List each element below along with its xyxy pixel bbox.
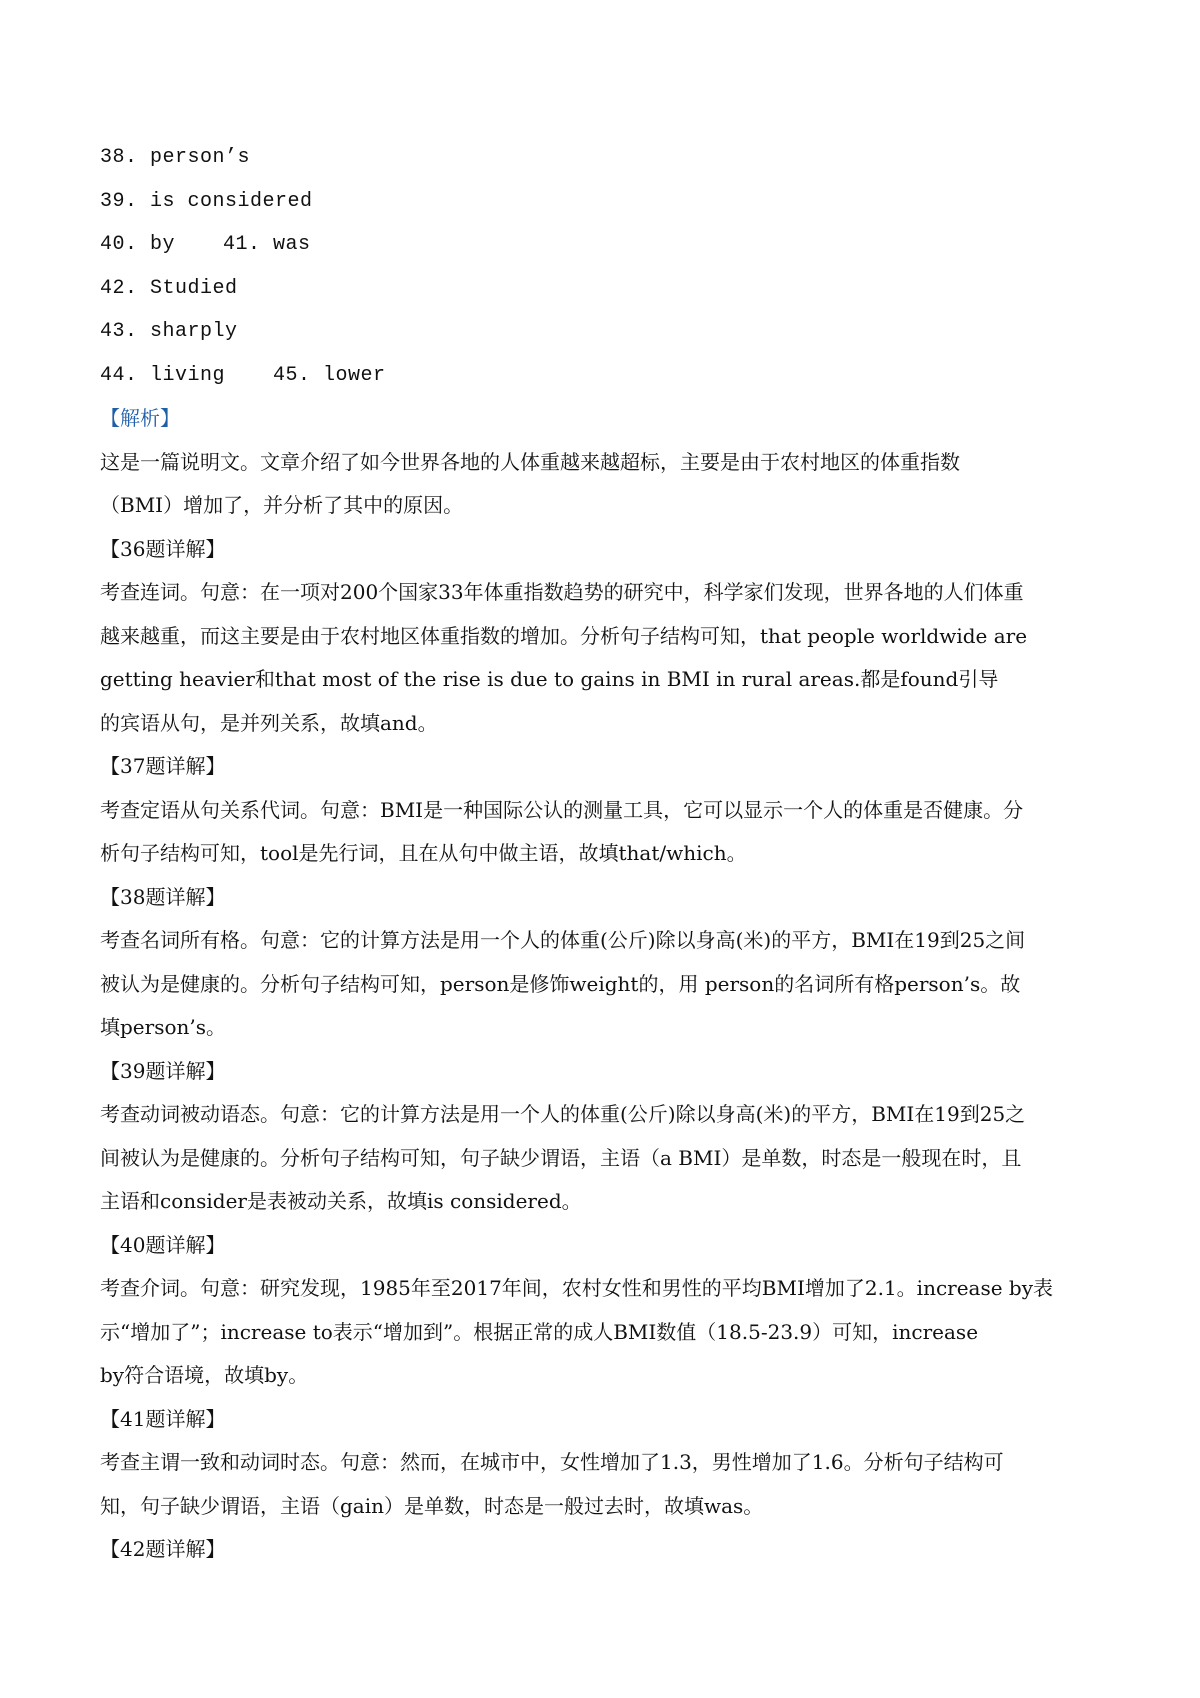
answer-line [100, 267, 1120, 311]
paragraph-line: by符合语境，故填by。 [100, 1363, 309, 1387]
paragraph-line: 考查介词。句意：研究发现，1985年至2017年间，农村女性和男性的平均BMI增加了2.1。increase by表 [100, 1276, 1054, 1300]
section-heading: 【40题详解】 [100, 1232, 226, 1257]
paragraph-line: 越来越重，而这主要是由于农村地区体重指数的增加。分析句子结构可知，that people worldwide are [100, 623, 1028, 648]
question-39-detail [100, 1050, 1120, 1224]
paragraph-line: 知，句子缺少谓语，主语（gain）是单数，时态是一般过去时，故填was。 [100, 1493, 764, 1518]
answer-40: 40. by [100, 233, 176, 256]
paragraph-line: 间被认为是健康的。分析句子结构可知，句子缺少谓语，主语（a BMI）是单数，时态是一般现在时，且 [100, 1145, 1022, 1170]
paragraph-line: 考查主谓一致和动词时态。句意：然而，在城市中，女性增加了1.3，男性增加了1.6。分析句子结构可 [100, 1450, 1004, 1474]
section-heading: 【36题详解】 [100, 536, 226, 561]
answer-list [100, 136, 1120, 397]
paragraph-line: 考查名词所有格。句意：它的计算方法是用一个人的体重(公斤)除以身高(米)的平方，BMI在19到25之间 [100, 928, 1026, 952]
paragraph-line: 主语和consider是表被动关系，故填is considered。 [100, 1189, 582, 1213]
answer-line [100, 136, 1120, 180]
answer-line [100, 180, 1120, 224]
intro-line: 这是一篇说明文。文章介绍了如今世界各地的人体重越来越超标，主要是由于农村地区的体重指数 [100, 449, 960, 474]
section-heading: 【38题详解】 [100, 884, 226, 909]
answer-41: 41. was [223, 233, 311, 256]
question-38-detail [100, 876, 1120, 1050]
answer-line [100, 223, 1120, 267]
answer-45: 45. lower [273, 363, 386, 387]
paragraph-line: getting heavier和that most of the rise is due to gains in BMI in rural areas.都是found引导 [100, 667, 999, 691]
answer-43: 43. sharply [100, 320, 238, 343]
section-heading: 【41题详解】 [100, 1406, 226, 1431]
answer-44: 44. living [100, 363, 226, 387]
paragraph-line: 被认为是健康的。分析句子结构可知，person是修饰weight的，用 person的名词所有格person’s。故 [100, 971, 1021, 996]
question-42-detail [100, 1528, 1120, 1572]
paragraph-line: 示“增加了”；increase to表示“增加到”。根据正常的成人BMI数值（18.5-23.9）可知，increase [100, 1319, 979, 1344]
intro-line: （BMI）增加了，并分析了其中的原因。 [100, 493, 464, 517]
paragraph-line: 析句子结构可知，tool是先行词，且在从句中做主语，故填that/which。 [100, 841, 747, 865]
paragraph-line: 考查定语从句关系代词。句意：BMI是一种国际公认的测量工具，它可以显示一个人的体重是否健康。分 [100, 797, 1024, 822]
analysis-heading: 【解析】 [100, 406, 180, 430]
section-heading: 【39题详解】 [100, 1058, 226, 1083]
answer-38: 38. person’s [100, 146, 251, 169]
paragraph-line: 填person’s。 [100, 1015, 227, 1039]
analysis-intro [100, 441, 1120, 528]
section-heading: 【37题详解】 [100, 754, 226, 778]
answer-line [100, 354, 1120, 398]
section-heading: 【42题详解】 [100, 1537, 226, 1561]
question-41-detail [100, 1398, 1120, 1529]
paragraph-line: 的宾语从句，是并列关系，故填and。 [100, 710, 438, 735]
document-page [100, 136, 1120, 1572]
answer-39: 39. is considered [100, 189, 313, 213]
answer-42: 42. Studied [100, 276, 238, 300]
question-40-detail [100, 1224, 1120, 1398]
paragraph-line: 考查动词被动语态。句意：它的计算方法是用一个人的体重(公斤)除以身高(米)的平方，BMI在19到25之 [100, 1102, 1026, 1126]
question-37-detail [100, 745, 1120, 876]
question-36-detail [100, 528, 1120, 746]
answer-line [100, 310, 1120, 354]
paragraph-line: 考查连词。句意：在一项对200个国家33年体重指数趋势的研究中，科学家们发现，世界各地的人们体重 [100, 580, 1024, 604]
